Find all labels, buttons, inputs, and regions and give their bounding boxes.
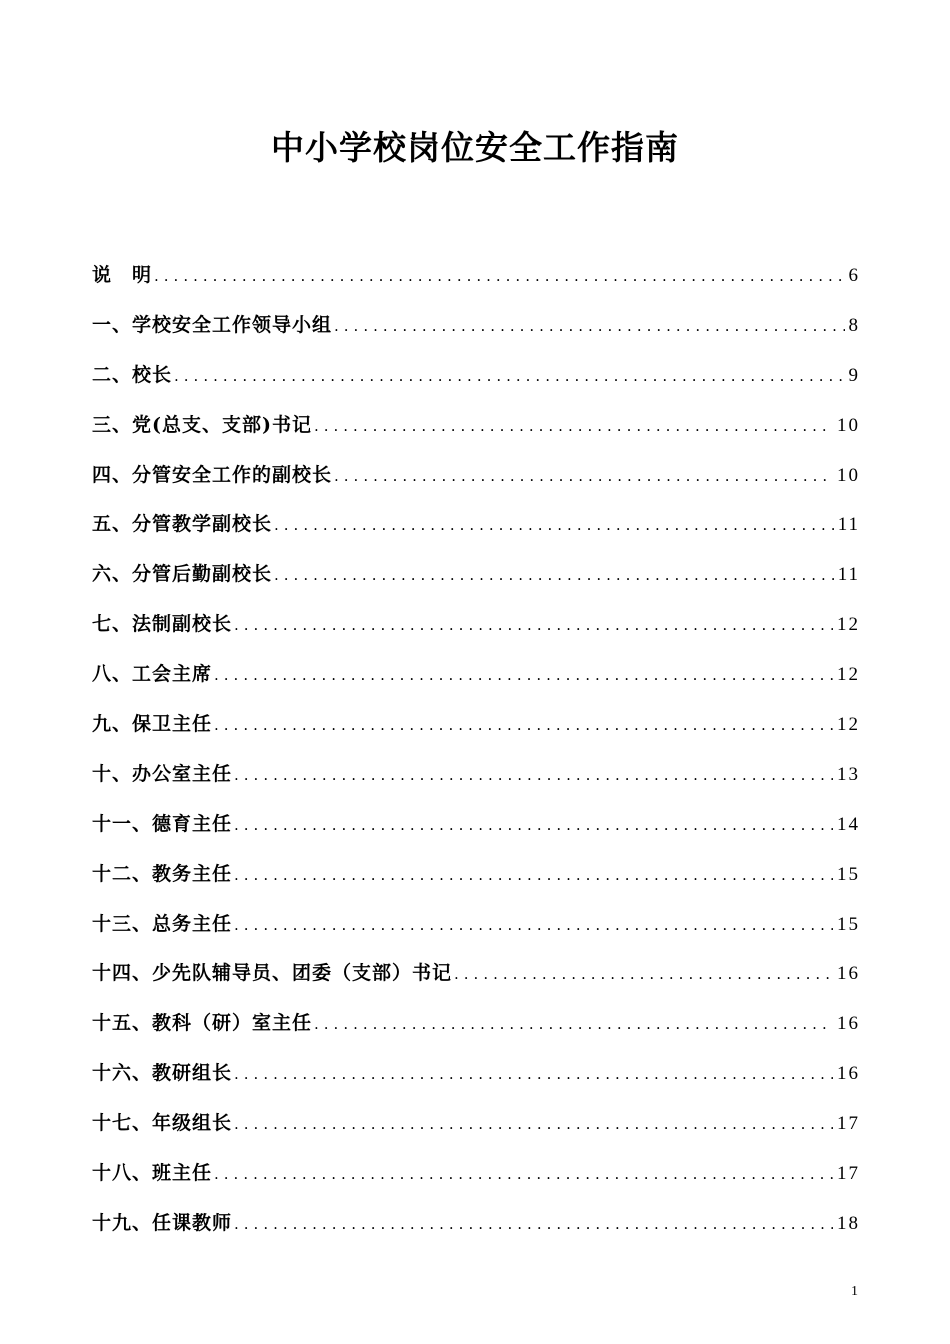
toc-entry[interactable] bbox=[92, 358, 860, 408]
toc-entry[interactable] bbox=[92, 557, 860, 607]
toc-dot-leader bbox=[214, 708, 833, 743]
toc-entry-page: 6 bbox=[848, 265, 860, 286]
toc-entry-label: 一、学校安全工作领导小组 bbox=[92, 313, 333, 336]
toc-entry-page: 10 bbox=[837, 414, 860, 436]
toc-dot-leader bbox=[214, 1157, 833, 1192]
toc-entry-page: 12 bbox=[837, 664, 860, 686]
toc-entry-page: 17 bbox=[837, 1163, 860, 1185]
toc-entry-label: 四、分管安全工作的副校长 bbox=[92, 463, 333, 486]
toc-dot-leader bbox=[454, 957, 833, 992]
toc-entry[interactable] bbox=[92, 757, 860, 807]
toc-entry[interactable] bbox=[92, 1106, 860, 1156]
toc-entry-page: 11 bbox=[837, 564, 860, 586]
toc-dot-leader bbox=[334, 459, 833, 494]
toc-entry-label: 五、分管教学副校长 bbox=[92, 513, 273, 536]
toc-entry-label: 八、工会主席 bbox=[92, 663, 213, 686]
toc-entry[interactable] bbox=[92, 507, 860, 557]
toc-entry-page: 17 bbox=[837, 1113, 860, 1135]
toc-dot-leader bbox=[274, 558, 834, 593]
toc-dot-leader bbox=[174, 359, 844, 394]
toc-entry-label: 七、法制副校长 bbox=[92, 613, 233, 636]
toc-dot-leader bbox=[154, 259, 844, 294]
toc-dot-leader bbox=[234, 758, 833, 793]
toc-dot-leader bbox=[234, 608, 833, 643]
toc-entry-label: 十、办公室主任 bbox=[92, 762, 233, 785]
toc-entry-page: 11 bbox=[837, 514, 860, 536]
toc-entry-label: 十七、年级组长 bbox=[92, 1112, 233, 1135]
toc-entry-page: 12 bbox=[837, 714, 860, 736]
toc-entry-label: 十四、少先队辅导员、团委（支部）书记 bbox=[92, 962, 453, 985]
toc-dot-leader bbox=[314, 1007, 833, 1042]
toc-entry[interactable] bbox=[92, 607, 860, 657]
toc-entry-label: 六、分管后勤副校长 bbox=[92, 563, 273, 586]
toc-entry[interactable] bbox=[92, 458, 860, 508]
toc-dot-leader bbox=[234, 1207, 833, 1242]
toc-entry-page: 16 bbox=[837, 963, 860, 985]
toc-entry-label: 十九、任课教师 bbox=[92, 1211, 233, 1234]
toc-entry-page: 18 bbox=[837, 1212, 860, 1234]
toc-entry-page: 10 bbox=[837, 464, 860, 486]
toc-entry-label: 三、党(总支、支部)书记 bbox=[92, 413, 312, 436]
toc-dot-leader bbox=[334, 309, 844, 344]
toc-entry-page: 16 bbox=[837, 1063, 860, 1085]
toc-entry[interactable] bbox=[92, 707, 860, 757]
toc-entry-page: 15 bbox=[837, 863, 860, 885]
toc-entry-page: 8 bbox=[848, 314, 860, 336]
toc-entry-label: 说 明 bbox=[92, 264, 153, 286]
toc-entry[interactable] bbox=[92, 1206, 860, 1256]
toc-dot-leader bbox=[274, 508, 834, 543]
toc-entry-label: 二、校长 bbox=[92, 363, 173, 386]
toc-dot-leader bbox=[234, 858, 833, 893]
page-number: 1 bbox=[851, 1284, 858, 1299]
toc-entry-label: 十三、总务主任 bbox=[92, 912, 233, 935]
toc-entry[interactable] bbox=[92, 857, 860, 907]
toc-dot-leader bbox=[234, 1057, 833, 1092]
toc-entry[interactable] bbox=[92, 258, 860, 308]
page-title: 中小学校岗位安全工作指南 bbox=[271, 128, 679, 167]
toc-entry-page: 9 bbox=[848, 364, 860, 386]
toc-entry-label: 九、保卫主任 bbox=[92, 713, 213, 736]
toc-dot-leader bbox=[314, 409, 833, 444]
toc-entry[interactable] bbox=[92, 907, 860, 957]
toc-entry[interactable] bbox=[92, 1056, 860, 1106]
toc-entry-page: 13 bbox=[837, 763, 860, 785]
toc-dot-leader bbox=[214, 658, 833, 693]
toc-entry[interactable] bbox=[92, 408, 860, 458]
toc-entry[interactable] bbox=[92, 1156, 860, 1206]
toc-entry-label: 十一、德育主任 bbox=[92, 812, 233, 835]
toc-entry[interactable] bbox=[92, 1006, 860, 1056]
table-of-contents bbox=[92, 258, 860, 1256]
toc-entry[interactable] bbox=[92, 807, 860, 857]
toc-entry-label: 十八、班主任 bbox=[92, 1162, 213, 1185]
toc-entry[interactable] bbox=[92, 956, 860, 1006]
toc-dot-leader bbox=[234, 1107, 833, 1142]
toc-entry-label: 十五、教科（研）室主任 bbox=[92, 1012, 313, 1035]
toc-entry-page: 12 bbox=[837, 614, 860, 636]
toc-dot-leader bbox=[234, 808, 833, 843]
toc-entry-label: 十六、教研组长 bbox=[92, 1062, 233, 1085]
toc-entry-page: 14 bbox=[837, 813, 860, 835]
toc-entry[interactable] bbox=[92, 308, 860, 358]
toc-dot-leader bbox=[234, 908, 833, 943]
toc-entry-page: 15 bbox=[837, 913, 860, 935]
toc-entry-label: 十二、教务主任 bbox=[92, 862, 233, 885]
toc-entry[interactable] bbox=[92, 657, 860, 707]
toc-entry-page: 16 bbox=[837, 1013, 860, 1035]
